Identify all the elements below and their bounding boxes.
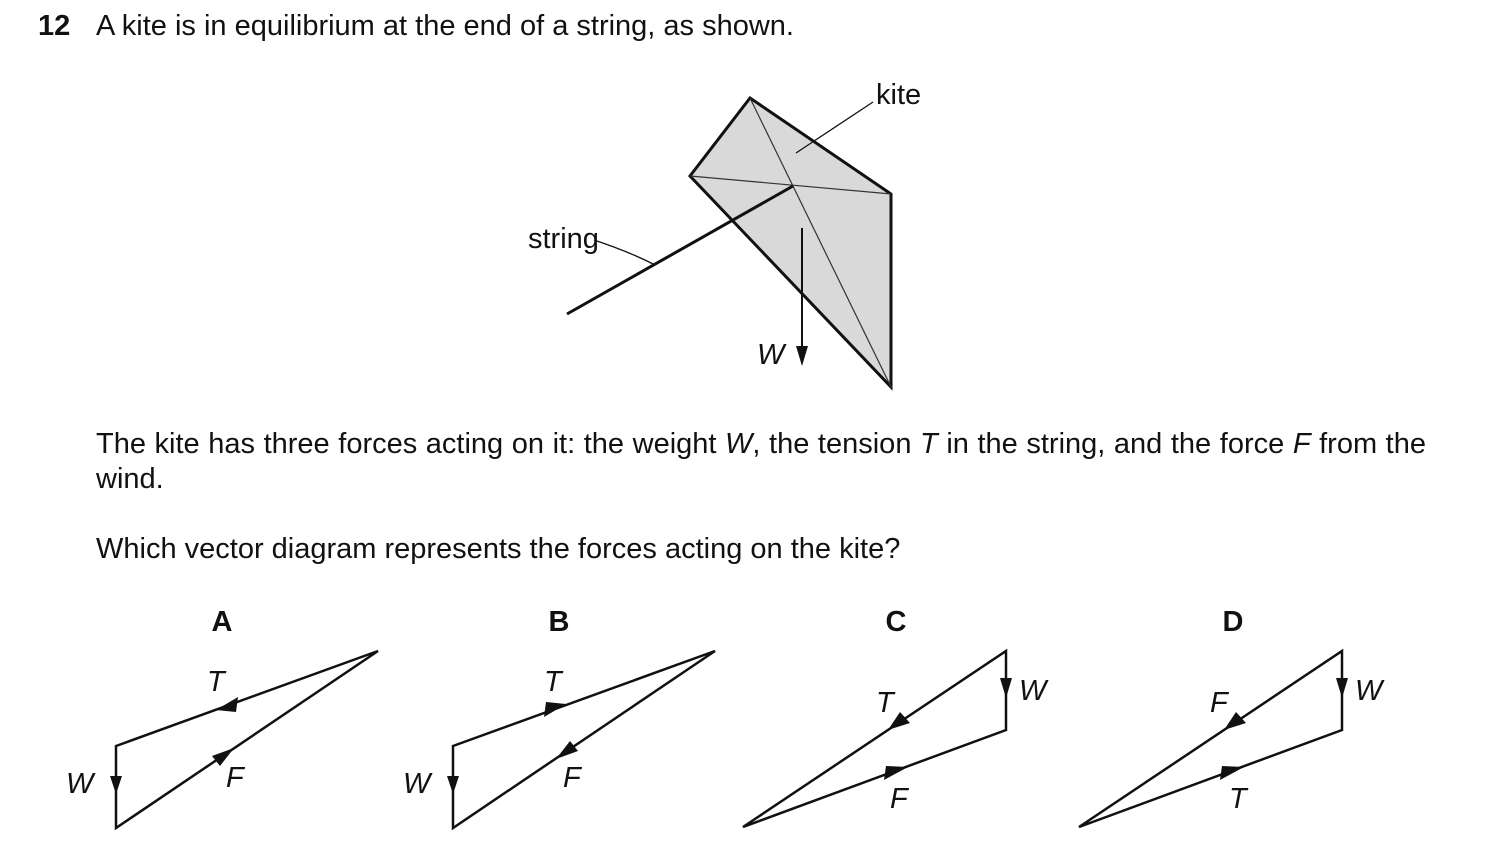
option-d-letter: D [1222,606,1244,638]
option-c-triangle [743,651,1006,827]
option-b-label-t: T [544,666,562,698]
question-stem: A kite is in equilibrium at the end of a string, as shown. [96,10,794,42]
option-b-label-w: W [403,768,431,800]
option-b-letter: B [548,606,570,638]
option-d-arrow-t [1220,766,1244,780]
option-c-label-t: T [876,687,894,719]
p1-part-a: The kite has three forces acting on it: the weight [96,428,726,460]
string-label-leader [594,240,655,265]
p1-symbol-t: T [920,428,938,460]
kite-label-leader [796,102,873,153]
option-c-label-f: F [890,783,908,815]
weight-label: W [757,339,785,371]
option-d-triangle [1079,651,1342,827]
option-d-label-w: W [1355,675,1383,707]
option-b-triangle [453,651,715,828]
option-d-label-t: T [1229,783,1247,815]
kite-diagram [528,79,921,387]
weight-arrow-head [796,346,808,366]
option-d-arrow-w [1336,678,1348,698]
option-a-triangle [116,651,378,828]
option-a-arrow-w [110,776,122,794]
option-b-arrow-t [544,702,566,717]
option-b-arrow-w [447,776,459,794]
option-a-label-f: F [226,762,244,794]
option-c-diagram [743,606,1049,827]
option-a-letter: A [211,606,233,638]
option-d-label-f: F [1210,687,1228,719]
question-prompt: Which vector diagram represents the forces acting on the kite? [96,533,901,565]
kite-body [690,98,891,387]
p1-symbol-f: F [1292,428,1311,460]
question-number: 12 [38,10,71,42]
option-c-letter: C [885,606,907,638]
option-b-arrow-f [556,741,578,759]
string-label: string [528,223,599,255]
option-a-arrow-t [216,697,238,712]
option-c-arrow-w [1000,678,1012,698]
option-a-label-t: T [207,666,225,698]
forces-description [96,427,1426,497]
option-b-label-f: F [563,762,581,794]
option-d-diagram [1079,606,1385,827]
option-a-diagram [66,606,378,828]
p1-part-c: in the string, and the force [937,428,1293,460]
option-a-label-w: W [66,768,94,800]
option-c-arrow-f [884,766,908,780]
option-c-label-w: W [1019,675,1047,707]
kite-label: kite [876,79,922,111]
p1-part-b: , the tension [752,428,921,460]
p1-symbol-w: W [725,428,753,460]
option-b-diagram [403,606,715,828]
p1-part-d: from the wind. [96,428,1426,495]
